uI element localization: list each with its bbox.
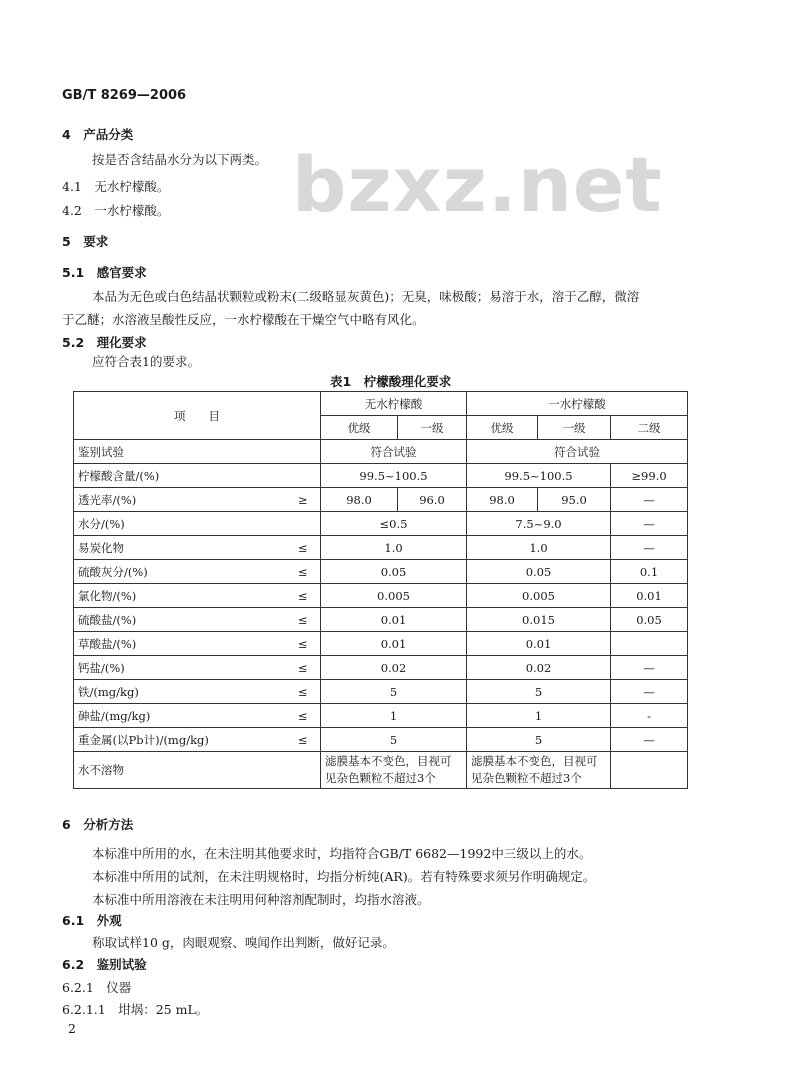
row-value: 0.01 (611, 584, 688, 608)
row-value: 滤膜基本不变色，目视可见杂色颗粒不超过3个 (467, 752, 611, 789)
section-6-1-para: 称取试样10 g，肉眼观察、嗅闻作出判断，做好记录。 (92, 935, 395, 950)
group-anhydrous: 无水柠檬酸 (321, 392, 467, 416)
row-value: 0.01 (321, 608, 467, 632)
grade-header: 二级 (611, 416, 688, 440)
row-label: 砷盐/(mg/kg) (74, 704, 286, 728)
row-value (611, 632, 688, 656)
table-row (74, 704, 688, 728)
row-value: 99.5~100.5 (467, 464, 611, 488)
row-value: — (611, 680, 688, 704)
row-label: 易炭化物 (74, 536, 286, 560)
grade-header: 优级 (467, 416, 538, 440)
row-value: 5 (467, 728, 611, 752)
section-6-title: 6 分析方法 (62, 817, 134, 832)
row-comparison-sign: ≤ (286, 608, 321, 632)
section-5-2-para: 应符合表1的要求。 (92, 354, 200, 369)
table-caption: 表1 柠檬酸理化要求 (330, 374, 452, 389)
page-number: 2 (68, 1021, 76, 1036)
table-row (74, 536, 688, 560)
section-5-1-title: 5.1 感官要求 (62, 265, 147, 280)
section-6-para-1: 本标准中所用的水，在未注明其他要求时，均指符合GB/T 6682—1992中三级以上的水。 (92, 846, 592, 861)
grade-header: 一级 (538, 416, 611, 440)
row-comparison-sign: ≤ (286, 728, 321, 752)
row-value: 0.02 (321, 656, 467, 680)
watermark: bzxz.net (292, 140, 663, 229)
row-label: 草酸盐/(%) (74, 632, 286, 656)
grade-header: 一级 (398, 416, 467, 440)
table-header-row (74, 392, 688, 416)
row-comparison-sign: ≤ (286, 584, 321, 608)
table-row (74, 680, 688, 704)
table-row (74, 512, 688, 536)
row-value: 0.015 (467, 608, 611, 632)
row-comparison-sign: ≤ (286, 560, 321, 584)
row-value: 98.0 (467, 488, 538, 512)
group-monohydrate: 一水柠檬酸 (467, 392, 688, 416)
section-4-title: 4 产品分类 (62, 127, 134, 142)
requirements-table (73, 391, 688, 789)
row-label: 钙盐/(%) (74, 656, 286, 680)
section-5-1-para-line1: 本品为无色或白色结晶状颗粒或粉末(二级略显灰黄色)；无臭，味极酸；易溶于水，溶于乙醇，微溶 (92, 289, 640, 304)
row-value: 0.05 (467, 560, 611, 584)
row-label: 铁/(mg/kg) (74, 680, 286, 704)
row-value: 符合试验 (467, 440, 688, 464)
row-comparison-sign (286, 440, 321, 464)
row-comparison-sign: ≤ (286, 704, 321, 728)
row-comparison-sign: ≥ (286, 488, 321, 512)
row-value: 0.02 (467, 656, 611, 680)
table-row (74, 632, 688, 656)
row-comparison-sign: ≤ (286, 680, 321, 704)
row-label: 硫酸灰分/(%) (74, 560, 286, 584)
row-value: — (611, 512, 688, 536)
table-row (74, 464, 688, 488)
row-label: 水不溶物 (74, 752, 286, 789)
section-6-2-title: 6.2 鉴别试验 (62, 957, 147, 972)
table-row (74, 752, 688, 789)
row-value: 0.01 (321, 632, 467, 656)
row-label: 鉴别试验 (74, 440, 286, 464)
row-comparison-sign: ≤ (286, 656, 321, 680)
row-value: 1 (321, 704, 467, 728)
row-value: ≥99.0 (611, 464, 688, 488)
section-6-para-2: 本标准中所用的试剂，在未注明规格时，均指分析纯(AR)。若有特殊要求须另作明确规定。 (92, 869, 596, 884)
item-header: 项 目 (74, 392, 321, 440)
row-value: 滤膜基本不变色，目视可见杂色颗粒不超过3个 (321, 752, 467, 789)
row-label: 柠檬酸含量/(%) (74, 464, 286, 488)
section-6-para-3: 本标准中所用溶液在未注明用何种溶剂配制时，均指水溶液。 (92, 892, 430, 907)
item-4-1: 4.1 无水柠檬酸。 (62, 179, 170, 194)
row-label: 硫酸盐/(%) (74, 608, 286, 632)
row-label: 水分/(%) (74, 512, 286, 536)
section-5-2-title: 5.2 理化要求 (62, 335, 147, 350)
row-value: — (611, 728, 688, 752)
grade-header: 优级 (321, 416, 398, 440)
row-value: 98.0 (321, 488, 398, 512)
row-value: 5 (321, 680, 467, 704)
row-value: 7.5~9.0 (467, 512, 611, 536)
row-value: 0.005 (321, 584, 467, 608)
row-value: - (611, 704, 688, 728)
row-value: 0.01 (467, 632, 611, 656)
row-comparison-sign: ≤ (286, 632, 321, 656)
table-row (74, 728, 688, 752)
section-6-2-1-1: 6.2.1.1 坩埚：25 mL。 (62, 1002, 209, 1017)
row-value: ≤0.5 (321, 512, 467, 536)
section-6-1-title: 6.1 外观 (62, 913, 122, 928)
row-label: 透光率/(%) (74, 488, 286, 512)
standard-header: GB/T 8269—2006 (62, 88, 187, 103)
row-label: 氯化物/(%) (74, 584, 286, 608)
row-comparison-sign: ≤ (286, 536, 321, 560)
row-value: 1.0 (467, 536, 611, 560)
row-value: — (611, 656, 688, 680)
row-value: — (611, 536, 688, 560)
row-value: 0.05 (321, 560, 467, 584)
section-4-intro: 按是否含结晶水分为以下两类。 (92, 152, 268, 167)
row-comparison-sign (286, 752, 321, 789)
row-value: 0.1 (611, 560, 688, 584)
row-value: 符合试验 (321, 440, 467, 464)
table-row (74, 656, 688, 680)
table-row (74, 608, 688, 632)
table-row (74, 584, 688, 608)
item-4-2: 4.2 一水柠檬酸。 (62, 203, 170, 218)
row-label: 重金属(以Pb计)/(mg/kg) (74, 728, 286, 752)
row-value: 1.0 (321, 536, 467, 560)
section-5-title: 5 要求 (62, 234, 109, 249)
table-row (74, 440, 688, 464)
row-value: — (611, 488, 688, 512)
row-value: 0.05 (611, 608, 688, 632)
row-value: 5 (467, 680, 611, 704)
row-value: 5 (321, 728, 467, 752)
section-5-1-para-line2: 于乙醚；水溶液呈酸性反应，一水柠檬酸在干燥空气中略有风化。 (62, 312, 425, 327)
section-6-2-1-title: 6.2.1 仪器 (62, 980, 132, 995)
row-value: 95.0 (538, 488, 611, 512)
table-row (74, 488, 688, 512)
row-value: 96.0 (398, 488, 467, 512)
row-value: 99.5~100.5 (321, 464, 467, 488)
row-value (611, 752, 688, 789)
row-comparison-sign (286, 464, 321, 488)
row-value: 0.005 (467, 584, 611, 608)
row-comparison-sign (286, 512, 321, 536)
table-row (74, 560, 688, 584)
row-value: 1 (467, 704, 611, 728)
